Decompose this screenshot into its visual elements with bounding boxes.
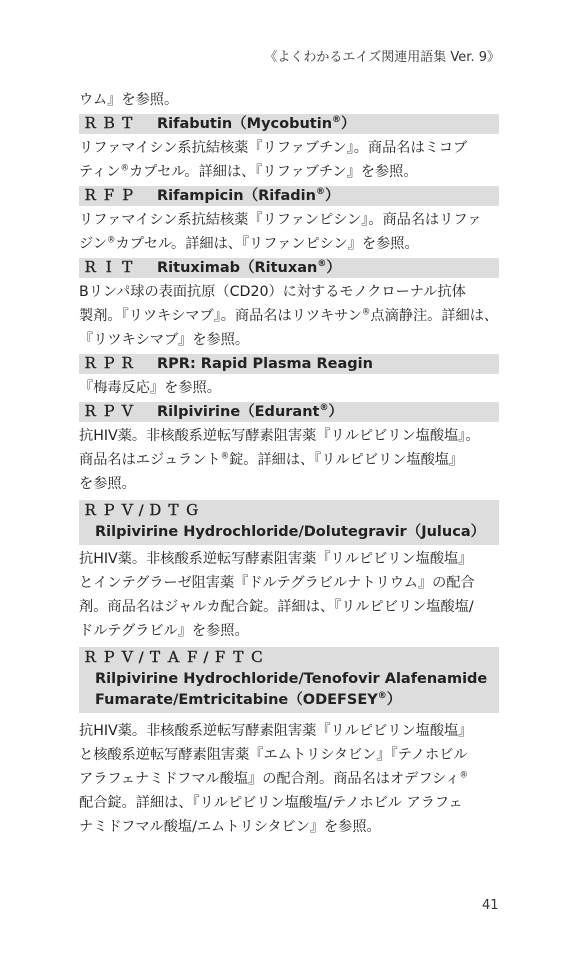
entry-abbr: ＲＰＶ: [83, 404, 139, 420]
entry-abbr: ＲＰＶ/ＤＴＧ: [83, 503, 204, 519]
entry-heading-rfp: [79, 186, 499, 206]
entry-body-line: 抗HIV薬。非核酸系逆転写酵素阻害薬『リルピビリン塩酸塩』: [79, 723, 473, 739]
entry-body-line: 配合錠。詳細は、『リルピビリン塩酸塩/テノホビル アラフェ: [79, 795, 463, 811]
entry-body-line: リファマイシン系抗結核薬『リファブチン』。商品名はミコブ: [79, 140, 468, 156]
entry-name-line2: [83, 690, 499, 711]
page-number: 41: [482, 898, 499, 913]
entry-body-line: [79, 304, 499, 328]
entry-text: アラフェナミドフマル酸塩』の配合剤。商品名はオデフシィ: [79, 771, 460, 787]
running-header: 《よくわかるエイズ関連用語集 Ver. 9》: [264, 50, 500, 65]
entry-name-tail: ）: [326, 260, 341, 276]
entry-name-tail: ）: [341, 116, 356, 132]
entry-name: Rifampicin（Rifadin: [157, 188, 316, 204]
entry-body-line: [79, 448, 499, 472]
entry-body-line: [79, 232, 499, 256]
glossary-content: [79, 88, 499, 839]
entry-name-text: Fumarate/Emtricitabine（ODEFSEY: [95, 692, 378, 708]
entry-text: カプセル。詳細は、『リファブチン』を参照。: [128, 164, 418, 180]
entry-abbr: ＲＰＲ: [83, 356, 139, 372]
entry-name: RPR: Rapid Plasma Reagin: [157, 356, 373, 372]
entry-heading-rit: [79, 258, 499, 278]
entry-body-line: [79, 767, 499, 791]
entry-text: 商品名はエジュラント: [79, 452, 221, 468]
entry-body-line: 『梅毒反応』を参照。: [79, 380, 221, 396]
entry-heading-rpv-dtg: [79, 500, 499, 545]
registered-mark: ®: [319, 403, 329, 414]
registered-mark: ®: [120, 163, 129, 174]
entry-body-line: ドルテグラビル』を参照。: [79, 623, 249, 639]
entry-body-line: リファマイシン系抗結核薬『リファンピシン』。商品名はリファ: [79, 212, 482, 228]
entry-body-line: 剤。商品名はジャルカ配合錠。詳細は、『リルピビリン塩酸塩/: [79, 599, 474, 615]
registered-mark: ®: [332, 115, 342, 126]
entry-name-tail: ）: [328, 404, 343, 420]
entry-abbr: ＲＦＰ: [83, 188, 139, 204]
entry-name: Rituximab（Rituxan: [157, 260, 318, 276]
entry-body-line: 『リツキシマブ』を参照。: [79, 332, 250, 348]
registered-mark: ®: [377, 691, 387, 702]
entry-abbr: ＲＩＴ: [83, 260, 139, 276]
registered-mark: ®: [361, 307, 371, 318]
entry-heading-rpv: [79, 402, 499, 422]
entry-body-line: ナミドフマル酸塩/エムトリシタビン』を参照。: [79, 819, 381, 835]
entry-name: Rilpivirine Hydrochloride/Tenofovir Alafenamide: [95, 671, 488, 687]
registered-mark: ®: [220, 451, 230, 462]
entry-name: Rilpivirine Hydrochloride/Dolutegravir（Juluca）: [95, 524, 486, 540]
entry-name: Rilpivirine（Edurant: [157, 404, 320, 420]
entry-text: ティン: [79, 164, 121, 180]
entry-body-line: と核酸系逆転写酵素阻害薬『エムトリシタビン』『テノホビル: [79, 747, 468, 763]
entry-text: 点滴静注。詳細は、: [370, 308, 499, 324]
entry-body-line: [79, 160, 499, 184]
entry-body-line: 抗HIV薬。非核酸系逆転写酵素阻害薬『リルピビリン塩酸塩』。: [79, 428, 480, 444]
entry-text: 錠。詳細は、『リルピビリン塩酸塩』: [229, 452, 464, 468]
registered-mark: ®: [315, 187, 325, 198]
entry-abbr: ＲＢＴ: [83, 116, 139, 132]
entry-text: ジン: [79, 236, 108, 252]
entry-abbr: ＲＰＶ/ＴＡＦ/ＦＴＣ: [83, 650, 269, 666]
registered-mark: ®: [317, 259, 327, 270]
registered-mark: ®: [459, 770, 469, 781]
entry-body-line: を参照。: [79, 476, 136, 492]
entry-text: 製剤。『リツキシマブ』。商品名はリツキサン: [79, 308, 362, 324]
entry-heading-rpr: [79, 354, 499, 374]
registered-mark: ®: [107, 235, 116, 246]
entry-heading-rpv-taf-ftc: [79, 647, 499, 713]
entry-name: Rifabutin（Mycobutin: [157, 116, 333, 132]
entry-text: カプセル。詳細は、『リファンピシン』を参照。: [115, 236, 419, 252]
entry-name-tail: ）: [386, 692, 402, 708]
entry-name-tail: ）: [324, 188, 340, 204]
entry-body-line: Bリンパ球の表面抗原（CD20）に対するモノクローナル抗体: [79, 284, 466, 300]
intro-text: ウム』を参照。: [79, 92, 179, 108]
entry-body-line: 抗HIV薬。非核酸系逆転写酵素阻害薬『リルピビリン塩酸塩』: [79, 551, 473, 567]
entry-body-line: とインテグラーゼ阻害薬『ドルテグラビルナトリウム』の配合: [79, 575, 475, 591]
entry-heading-rbt: [79, 114, 499, 134]
